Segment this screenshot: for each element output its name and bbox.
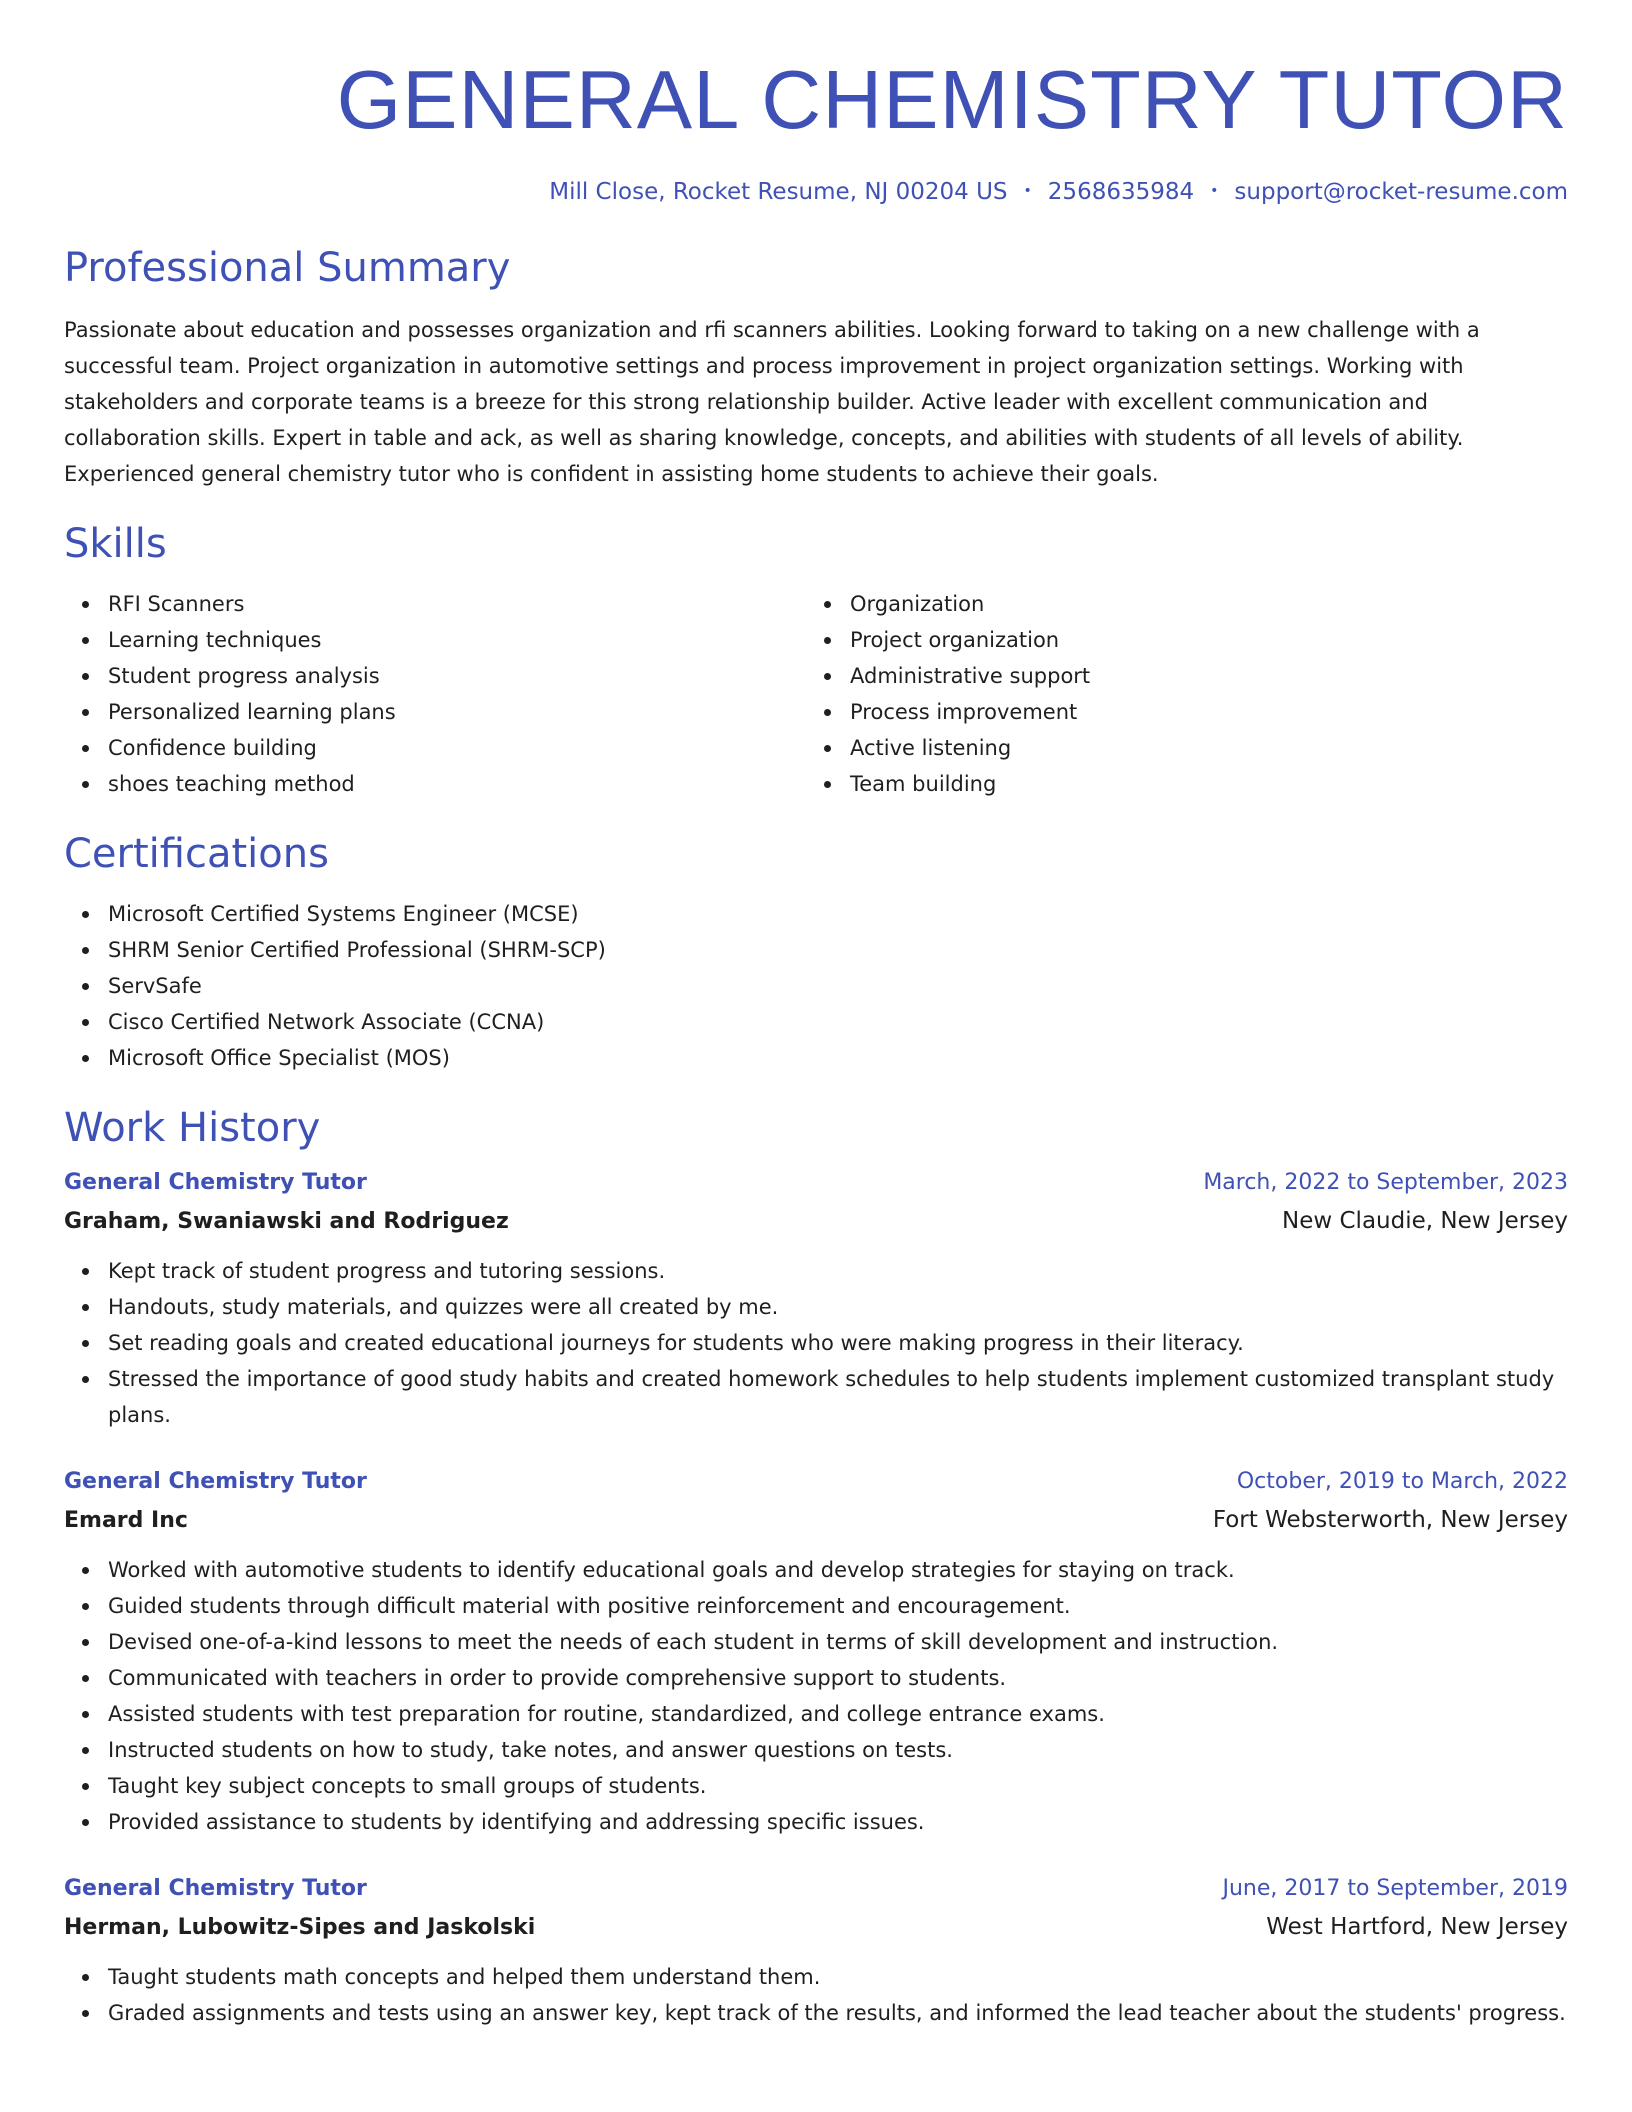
- job-duty: Devised one-of-a-kind lessons to meet the needs of each student in terms of skill development and instruction.: [64, 1624, 1568, 1660]
- work-history-heading: Work History: [64, 1104, 321, 1151]
- job-duty: Provided assistance to students by identifying and addressing specific issues.: [64, 1804, 1568, 1840]
- contact-line: [64, 177, 1568, 208]
- skills-list-left: [64, 586, 806, 802]
- skill-item: shoes teaching method: [64, 766, 806, 802]
- skill-item: Personalized learning plans: [64, 694, 806, 730]
- job-company: Graham, Swaniawski and Rodriguez: [64, 1208, 509, 1234]
- job-location: Fort Websterworth, New Jersey: [1212, 1506, 1568, 1533]
- skills-heading: Skills: [64, 520, 167, 567]
- summary-text: Passionate about education and possesses organization and rfi scanners abilities. Looking forward to taking on a new challenge with a successful team. Project organization in automotive settings and process improvement in project organization settings. Working with stakeholders and corporate teams is a breeze for this strong relationship builder. Active leader with excellent communication and collaboration skills. Expert in table and ack, as well as sharing knowledge, concepts, and abilities with students of all levels of ability. Experienced general chemistry tutor who is confident in assisting home students to achieve their goals.: [64, 317, 1480, 486]
- job-duties-list: [64, 1253, 1568, 1433]
- certifications-heading: Certifications: [64, 830, 329, 877]
- job-company: Emard Inc: [64, 1507, 188, 1533]
- job-duty: Assisted students with test preparation for routine, standardized, and college entrance exams.: [64, 1696, 1568, 1732]
- job-duty: Communicated with teachers in order to provide comprehensive support to students.: [64, 1660, 1568, 1696]
- job-entry: [64, 1463, 1568, 1840]
- resume-title: GENERAL CHEMISTRY TUTOR: [336, 53, 1568, 146]
- job-title-row: [64, 1463, 1568, 1501]
- summary-heading: Professional Summary: [64, 244, 511, 291]
- resume-page: [64, 0, 1568, 2112]
- job-entry: [64, 1870, 1568, 2031]
- certification-item: ServSafe: [64, 968, 1568, 1004]
- job-title: General Chemistry Tutor: [64, 1468, 367, 1494]
- skill-item: Project organization: [806, 622, 1548, 658]
- skill-item: Student progress analysis: [64, 658, 806, 694]
- job-duty: Taught students math concepts and helped them understand them.: [64, 1959, 1568, 1995]
- job-company-row: [64, 1501, 1568, 1540]
- skill-item: Team building: [806, 766, 1548, 802]
- summary-section: [64, 244, 1568, 492]
- job-duty: Instructed students on how to study, take notes, and answer questions on tests.: [64, 1732, 1568, 1768]
- job-dates: March, 2022 to September, 2023: [1203, 1169, 1568, 1195]
- certifications-section: [64, 830, 1568, 1076]
- job-title-row: [64, 1870, 1568, 1908]
- job-title: General Chemistry Tutor: [64, 1169, 367, 1195]
- contact-phone: 2568635984: [1047, 179, 1195, 205]
- certification-item: SHRM Senior Certified Professional (SHRM-SCP): [64, 932, 1568, 968]
- skills-section: [64, 520, 1568, 802]
- job-location: New Claudie, New Jersey: [1282, 1207, 1568, 1234]
- skills-grid: [64, 586, 1568, 802]
- work-history-section: [64, 1104, 1568, 2031]
- job-duty: Guided students through difficult material with positive reinforcement and encouragement.: [64, 1588, 1568, 1624]
- job-dates: June, 2017 to September, 2019: [1222, 1875, 1568, 1901]
- skills-list-right: [806, 586, 1548, 802]
- certification-item: Microsoft Office Specialist (MOS): [64, 1040, 1568, 1076]
- job-title: General Chemistry Tutor: [64, 1875, 367, 1901]
- job-dates: October, 2019 to March, 2022: [1236, 1468, 1568, 1494]
- job-company-row: [64, 1202, 1568, 1241]
- skill-item: Administrative support: [806, 658, 1548, 694]
- certification-item: Cisco Certified Network Associate (CCNA): [64, 1004, 1568, 1040]
- job-duty: Set reading goals and created educational journeys for students who were making progress in their literacy.: [64, 1325, 1568, 1361]
- contact-separator: •: [1210, 182, 1219, 199]
- skill-item: Organization: [806, 586, 1548, 622]
- job-company: Herman, Lubowitz-Sipes and Jaskolski: [64, 1914, 536, 1940]
- certifications-list: [64, 896, 1568, 1076]
- job-title-row: [64, 1164, 1568, 1202]
- skill-item: RFI Scanners: [64, 586, 806, 622]
- skill-item: Confidence building: [64, 730, 806, 766]
- job-duties-list: [64, 1552, 1568, 1840]
- job-duty: Graded assignments and tests using an answer key, kept track of the results, and informed the lead teacher about the students' progress.: [64, 1995, 1568, 2031]
- contact-separator: •: [1023, 182, 1032, 199]
- job-duty: Worked with automotive students to identify educational goals and develop strategies for staying on track.: [64, 1552, 1568, 1588]
- skill-item: Process improvement: [806, 694, 1548, 730]
- skill-item: Active listening: [806, 730, 1548, 766]
- certification-item: Microsoft Certified Systems Engineer (MCSE): [64, 896, 1568, 932]
- job-duty: Taught key subject concepts to small groups of students.: [64, 1768, 1568, 1804]
- job-duties-list: [64, 1959, 1568, 2031]
- job-duty: Stressed the importance of good study habits and created homework schedules to help students implement customized transplant study plans.: [64, 1361, 1568, 1433]
- job-duty: Kept track of student progress and tutoring sessions.: [64, 1253, 1568, 1289]
- contact-email: support@rocket-resume.com: [1234, 179, 1568, 205]
- contact-address: Mill Close, Rocket Resume, NJ 00204 US: [549, 179, 1008, 205]
- job-duty: Handouts, study materials, and quizzes were all created by me.: [64, 1289, 1568, 1325]
- job-company-row: [64, 1908, 1568, 1947]
- skill-item: Learning techniques: [64, 622, 806, 658]
- job-entry: [64, 1164, 1568, 1433]
- job-location: West Hartford, New Jersey: [1266, 1913, 1568, 1940]
